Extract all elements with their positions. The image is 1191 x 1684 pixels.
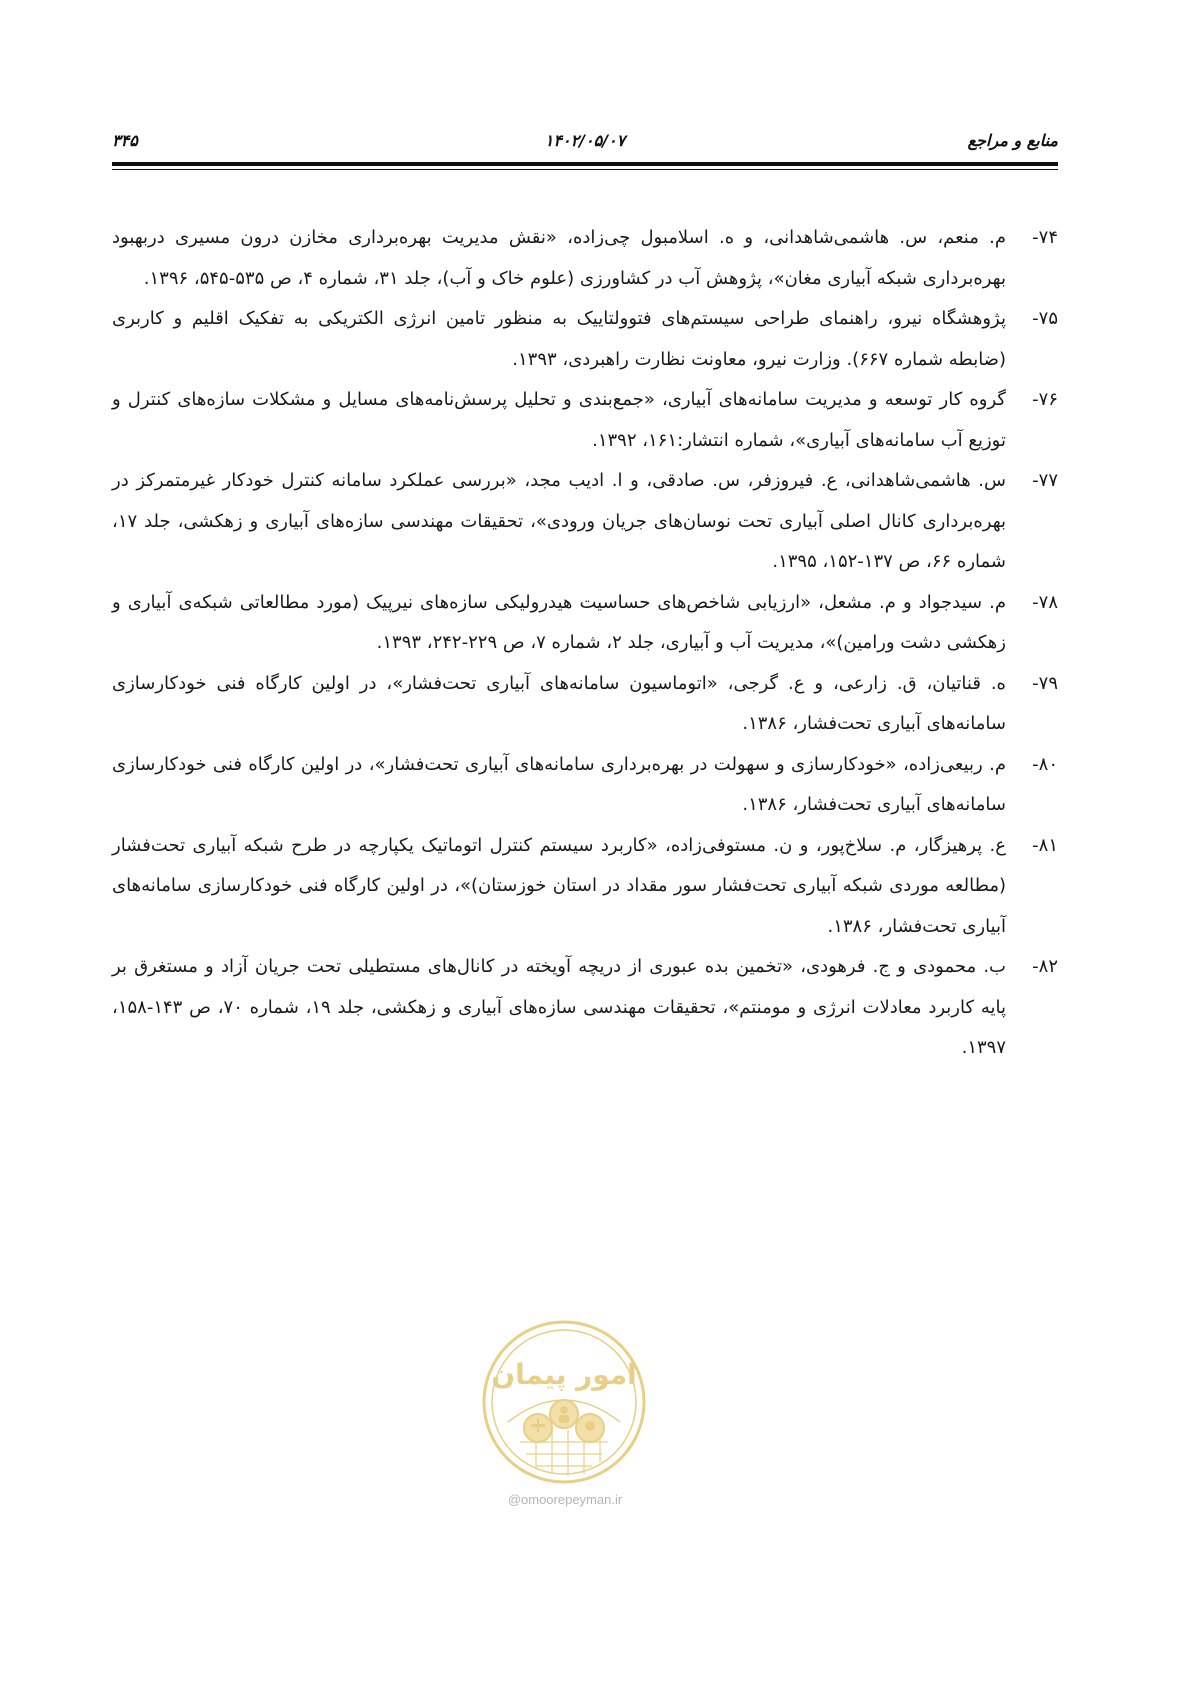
reference-number: ۸۱- <box>1032 834 1058 856</box>
page-header <box>112 128 1058 154</box>
reference-item <box>112 745 1058 826</box>
reference-text: ه. قناتیان، ق. زارعی، و ع. گرجی، «اتوماسیون سامانه‌های آبیاری تحت‌فشار»، در اولین کارگاه فنی خودکارسازی سامانه‌های آبیاری تحت‌فشار، ۱۳۸۶. <box>112 672 1006 734</box>
reference-item <box>112 218 1058 299</box>
reference-item <box>112 826 1058 948</box>
header-rule-thin <box>112 169 1058 170</box>
reference-number: ۷۴- <box>1032 227 1058 248</box>
reference-text: پژوهشگاه نیرو، راهنمای طراحی سیستم‌های فتوولتاییک به منظور تامین انرژی الکتریکی به تفکیک اقلیم و کاربری (ضابطه شماره ۶۶۷). وزارت نیرو، معاونت نظارت راهبردی، ۱۳۹۳. <box>112 308 1006 370</box>
section-title: منابع و مراجع <box>967 131 1058 150</box>
reference-text: م. منعم، س. هاشمی‌شاهدانی، و ه. اسلامبول چی‌زاده، «نقش مدیریت بهره‌برداری مخازن درون مسیری دربهبود بهره‌برداری شبکه آبیاری مغان»، پژوهش آب در کشاورزی (علوم خاک و آب)، جلد ۳۱، شماره ۴، ص ۵۳۵-۵۴۵، ۱۳۹۶. <box>112 227 1006 289</box>
header-date: ۱۴۰۲/۰۵/۰۷ <box>544 131 626 150</box>
header-rule-thick <box>112 162 1058 166</box>
reference-text: گروه کار توسعه و مدیریت سامانه‌های آبیاری، «جمع‌بندی و تحلیل پرسش‌نامه‌های مسایل و مشکلات سازه‌های کنترل و توزیع آب سامانه‌های آبیاری»، شماره انتشار:۱۶۱، ۱۳۹۲. <box>112 389 1006 451</box>
watermark-logo-text: امور پیمان <box>491 1358 637 1391</box>
reference-item <box>112 664 1058 745</box>
page-number: ۳۴۵ <box>112 131 138 150</box>
reference-text: س. هاشمی‌شاهدانی، ع. فیروزفر، س. صادقی، و ا. ادیب مجد، «بررسی عملکرد سامانه کنترل خودکار غیرمتمرکز در بهره‌برداری کانال اصلی آبیاری تحت نوسان‌های جریان ورودی»، تحقیقات مهندسی سازه‌های آبیاری و زهکشی، جلد ۱۷، شماره ۶۶، ص ۱۳۷-۱۵۲، ۱۳۹۵. <box>112 470 1006 572</box>
reference-number: ۷۷- <box>1032 470 1058 491</box>
watermark-logo-icon <box>480 1318 648 1486</box>
reference-number: ۷۶- <box>1032 389 1058 410</box>
reference-item <box>112 380 1058 461</box>
reference-number: ۷۹- <box>1032 672 1058 694</box>
reference-list <box>112 218 1058 1069</box>
reference-item <box>112 583 1058 664</box>
reference-text: ب. محمودی و ج. فرهودی، «تخمین بده عبوری از دریچه آویخته در کانال‌های مستطیلی تحت جریان آزاد و مستغرق بر پایه کاربرد معادلات انرژی و مومنتم»، تحقیقات مهندسی سازه‌های آبیاری و زهکشی، جلد ۱۹، شماره ۷۰، ص ۱۴۳-۱۵۸، ۱۳۹۷. <box>112 956 1007 1058</box>
reference-text: ع. پرهیزگار، م. سلاخ‌پور، و ن. مستوفی‌زاده، «کاربرد سیستم کنترل اتوماتیک یکپارچه در طرح شبکه آبیاری تحت‌فشار (مطالعه موردی شبکه آبیاری تحت‌فشار سور مقداد در استان خوزستان)»، در اولین کارگاه فنی خودکارسازی سامانه‌های آبیاری تحت‌فشار، ۱۳۸۶. <box>112 834 1006 937</box>
reference-item <box>112 461 1058 583</box>
reference-number: ۸۲- <box>1032 956 1058 977</box>
reference-item <box>112 947 1058 1069</box>
reference-number: ۸۰- <box>1032 753 1058 775</box>
watermark-site: @omoorepeyman.ir <box>507 1492 623 1507</box>
reference-number: ۷۵- <box>1032 308 1058 329</box>
reference-number: ۷۸- <box>1032 591 1058 613</box>
reference-text: م. سیدجواد و م. مشعل، «ارزیابی شاخص‌های حساسیت هیدرولیکی سازه‌های نیرپیک (مورد مطالعاتی شبکه‌ی آبیاری و زهکشی دشت ورامین)»، مدیریت آب و آبیاری، جلد ۲، شماره ۷، ص ۲۲۹-۲۴۲، ۱۳۹۳. <box>112 591 1006 653</box>
reference-text: م. ربیعی‌زاده، «خودکارسازی و سهولت در بهره‌برداری سامانه‌های آبیاری تحت‌فشار»، در اولین کارگاه فنی خودکارسازی سامانه‌های آبیاری تحت‌فشار، ۱۳۸۶. <box>112 753 1006 815</box>
reference-item <box>112 299 1058 380</box>
